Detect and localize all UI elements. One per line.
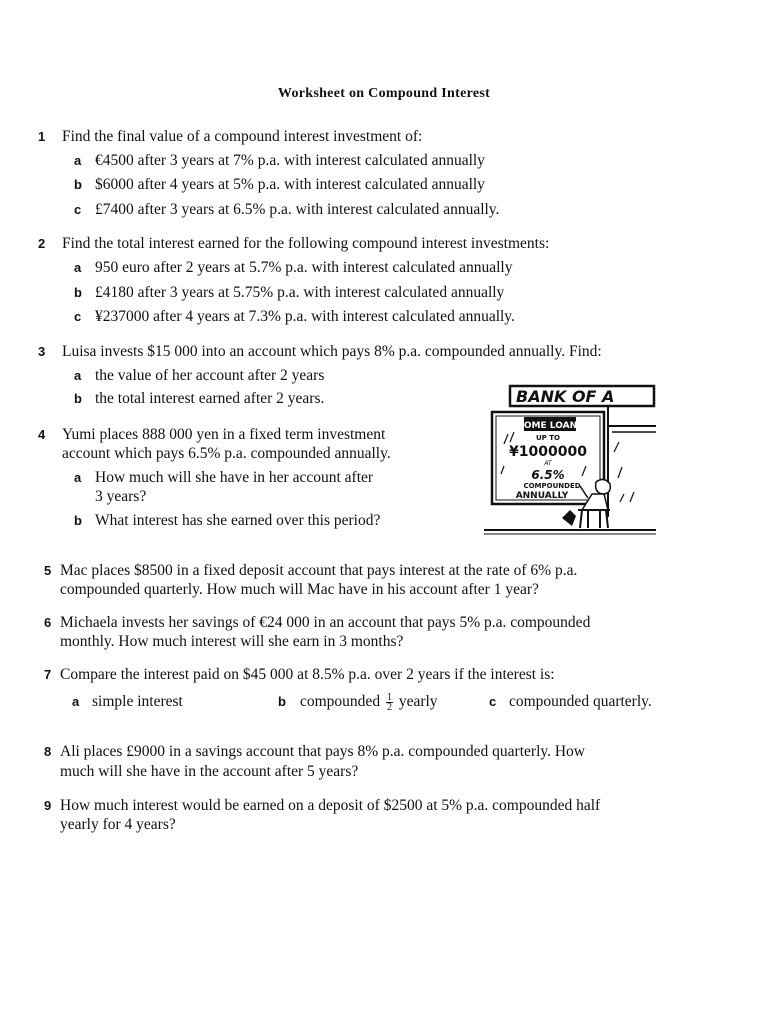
question-1c-letter: c (74, 202, 82, 217)
question-8-text-line2: much will she have in the account after 5 years? (60, 763, 359, 780)
question-1a-letter: a (74, 153, 82, 168)
bank-sign-text: BANK OF A (516, 387, 615, 406)
question-5-text-line2: compounded quarterly. How much will Mac have in his account after 1 year? (60, 581, 539, 598)
stool-leg (580, 510, 582, 528)
question-7a-text: simple interest (92, 693, 183, 710)
question-1b-text: $6000 after 4 years at 5% p.a. with interest calculated annually (95, 176, 485, 193)
question-7c-letter: c (489, 694, 497, 709)
question-7-text: Compare the interest paid on $45 000 at 8.5% p.a. over 2 years if the interest is: (60, 666, 555, 683)
question-4-number: 4 (38, 427, 46, 442)
question-2c-text: ¥237000 after 4 years at 7.3% p.a. with interest calculated annually. (95, 308, 515, 325)
question-1a-text: €4500 after 3 years at 7% p.a. with interest calculated annually (95, 152, 485, 169)
figure-head (596, 479, 611, 494)
question-2c-letter: c (74, 309, 82, 324)
question-9-number: 9 (44, 798, 52, 813)
question-5-number: 5 (44, 563, 52, 578)
question-3-number: 3 (38, 344, 46, 359)
question-9-text-line2: yearly for 4 years? (60, 816, 176, 833)
question-7-number: 7 (44, 667, 52, 682)
home-loans-text: HOME LOANS (516, 421, 584, 431)
question-7b-post: yearly (398, 693, 438, 710)
question-2a-letter: a (74, 260, 82, 275)
question-8-text-line1: Ali places £9000 in a savings account that pays 8% p.a. compounded quarterly. How (60, 743, 586, 760)
question-7b-pre: compounded (300, 693, 381, 710)
wall-hatch (620, 494, 624, 502)
question-3b-letter: b (74, 391, 82, 406)
question-4-text-line2: account which pays 6.5% p.a. compounded annually. (62, 445, 391, 462)
wall-hatch (630, 492, 634, 502)
fraction-denominator: 2 (386, 701, 392, 713)
question-4a-text-line1: How much will she have in her account after (95, 469, 374, 486)
question-9-text-line1: How much interest would be earned on a deposit of $2500 at 5% p.a. compounded half (60, 797, 601, 814)
bank-cartoon-illustration (484, 382, 656, 540)
question-6-number: 6 (44, 615, 52, 630)
question-2a-text: 950 euro after 2 years at 5.7% p.a. with interest calculated annually (95, 259, 513, 276)
question-1b-letter: b (74, 177, 82, 192)
question-6-text-line2: monthly. How much interest will she earn in 3 months? (60, 633, 404, 650)
wall-hatch (614, 442, 619, 452)
question-8-number: 8 (44, 744, 52, 759)
question-5-text-line1: Mac places $8500 in a fixed deposit account that pays interest at the rate of 6% p.a. (60, 562, 578, 579)
question-4b-letter: b (74, 513, 82, 528)
up-to-text: UP TO (536, 434, 560, 442)
worksheet-title: Worksheet on Compound Interest (277, 86, 491, 101)
question-2b-letter: b (74, 285, 82, 300)
question-3-text: Luisa invests $15 000 into an account which pays 8% p.a. compounded annually. Find: (62, 343, 602, 360)
question-6-text-line1: Michaela invests her savings of €24 000 in an account that pays 5% p.a. compounded (60, 614, 591, 631)
fraction-numerator: 1 (386, 691, 392, 703)
annually-text: ANNUALLY (515, 491, 569, 501)
question-3b-text: the total interest earned after 2 years. (95, 390, 325, 407)
question-2-text: Find the total interest earned for the following compound interest investments: (62, 235, 550, 252)
question-4b-text: What interest has she earned over this period? (95, 512, 381, 529)
question-1-text: Find the final value of a compound interest investment of: (62, 128, 423, 145)
compounded-text: COMPOUNDED (523, 482, 581, 490)
question-4a-letter: a (74, 470, 82, 485)
at-text: AT (544, 460, 552, 467)
question-3a-text: the value of her account after 2 years (95, 367, 325, 384)
question-1c-text: £7400 after 3 years at 6.5% p.a. with interest calculated annually. (95, 201, 500, 218)
one-half-fraction (386, 693, 393, 712)
question-7b-text (300, 692, 438, 712)
question-7a-letter: a (72, 694, 80, 709)
rate-text: 6.5% (531, 468, 565, 482)
question-3a-letter: a (74, 368, 82, 383)
question-4a-text-line2: 3 years? (95, 488, 147, 505)
question-1-number: 1 (38, 129, 46, 144)
question-4-text-line1: Yumi places 888 000 yen in a fixed term investment (62, 426, 386, 443)
question-7b-letter: b (278, 694, 286, 709)
question-2b-text: £4180 after 3 years at 5.75% p.a. with interest calculated annually (95, 284, 505, 301)
question-2-number: 2 (38, 236, 46, 251)
bucket (562, 510, 576, 526)
amount-text: ¥1000000 (509, 444, 587, 460)
wall-hatch (618, 467, 622, 478)
question-7c-text: compounded quarterly. (509, 693, 652, 710)
